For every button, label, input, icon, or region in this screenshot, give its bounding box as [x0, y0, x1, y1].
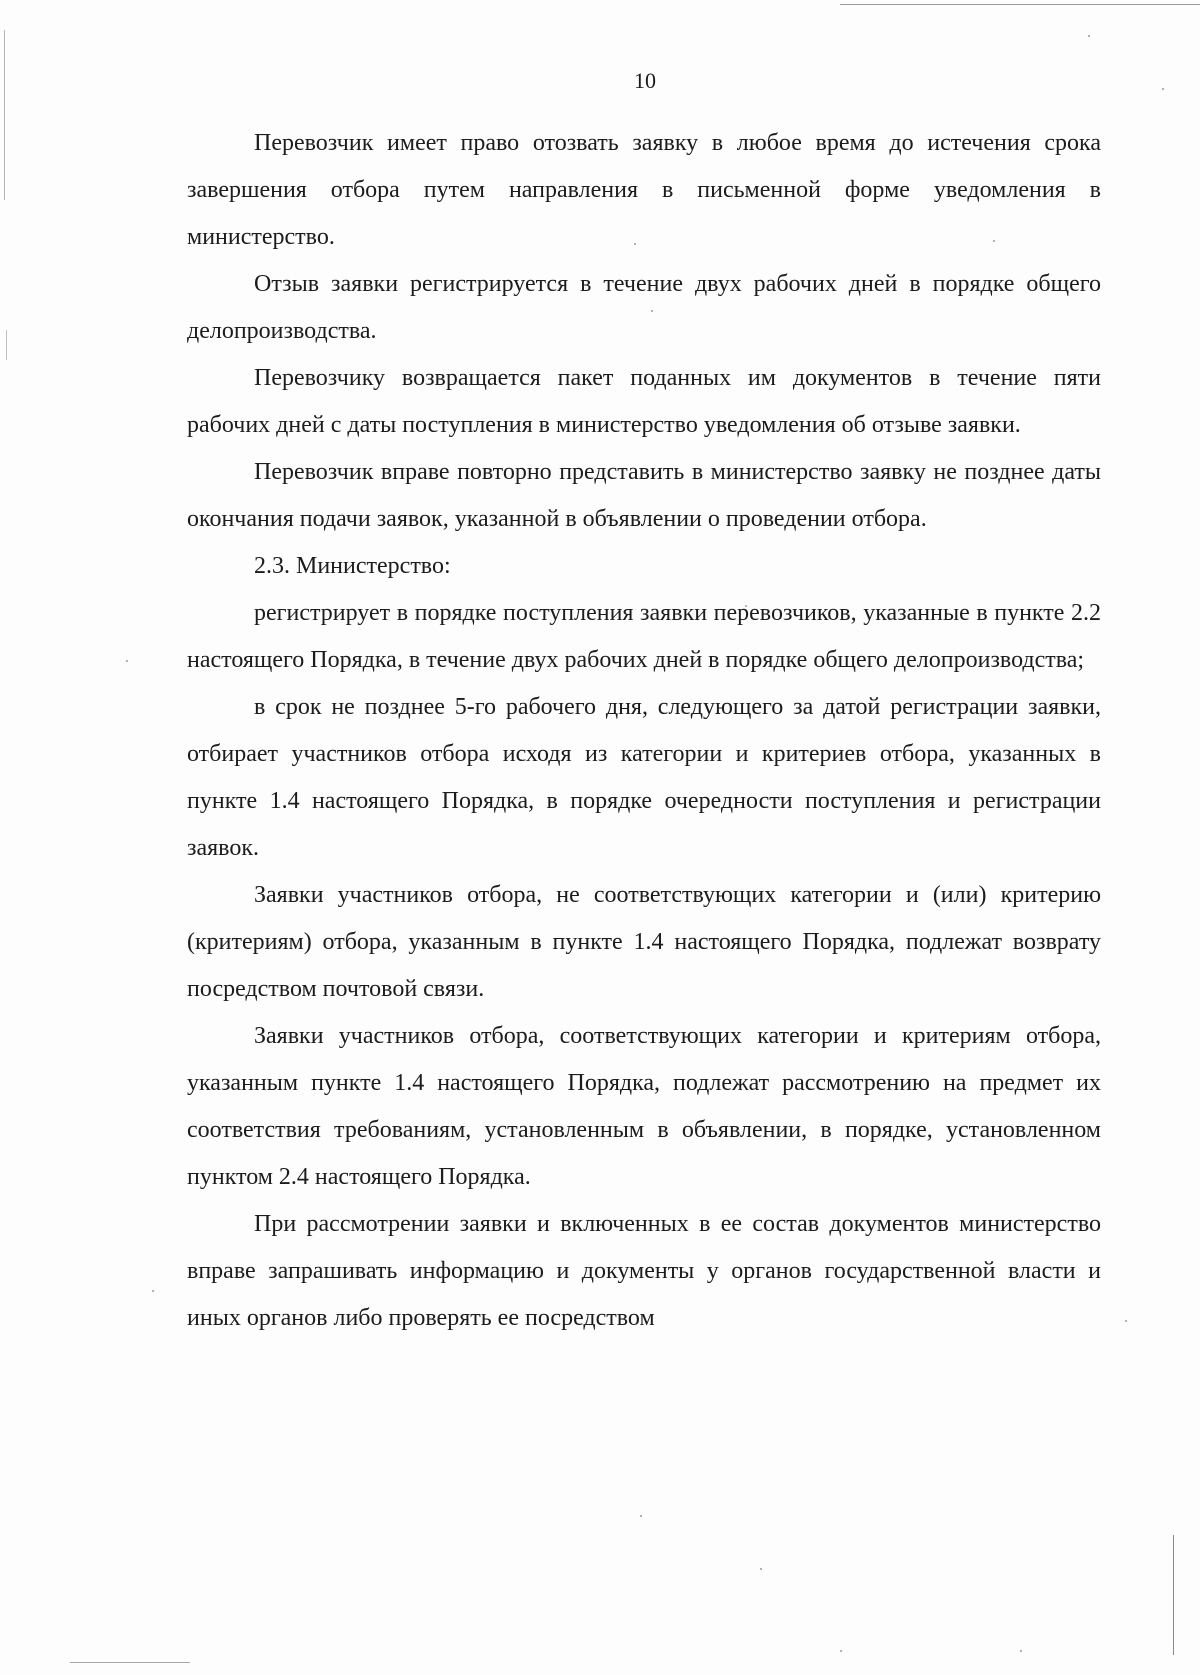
scan-edge-left — [4, 30, 5, 200]
paragraph: в срок не позднее 5-го рабочего дня, следующего за датой регистрации заявки, отбирает участников отбора исходя из категории и критериев отбора, указанных в пункте 1.4 настоящего Порядка, в порядке очередности поступления и регистрации заявок. — [187, 694, 1101, 861]
paragraph: При рассмотрении заявки и включенных в ее состав документов министерство вправе запрашивать информацию и документы у органов государственной власти и иных органов либо проверять ее посредством — [187, 1211, 1101, 1331]
page-number: 10 — [634, 68, 656, 93]
scan-edge-left-mark — [6, 330, 7, 360]
scan-edge-bottom — [70, 1662, 190, 1663]
scan-speck — [1020, 1650, 1022, 1652]
scan-speck — [126, 660, 128, 662]
paragraph: Перевозчик вправе повторно представить в министерство заявку не позднее даты окончания подачи заявок, указанной в объявлении о проведении отбора. — [187, 459, 1101, 532]
paragraph: регистрирует в порядке поступления заявки перевозчиков, указанные в пункте 2.2 настоящего Порядка, в течение двух рабочих дней в порядке общего делопроизводства; — [187, 600, 1101, 673]
scan-speck — [1088, 35, 1090, 37]
paragraph: Заявки участников отбора, соответствующих категории и критериям отбора, указанным пункте 1.4 настоящего Порядка, подлежат рассмотрению на предмет их соответствия требованиям, установленным в объявлении, в порядке, установленном пунктом 2.4 настоящего Порядка. — [187, 1023, 1101, 1190]
scan-speck — [760, 1568, 762, 1570]
paragraph: Заявки участников отбора, не соответствующих категории и (или) критерию (критериям) отбора, указанным в пункте 1.4 настоящего Порядка, подлежат возврату посредством почтовой связи. — [187, 882, 1101, 1002]
paragraph: Перевозчик имеет право отозвать заявку в любое время до истечения срока завершения отбора путем направления в письменной форме уведомления в министерство. — [187, 130, 1101, 250]
scan-speck — [840, 1650, 842, 1652]
scan-edge-top — [840, 4, 1200, 5]
document-body — [187, 120, 1101, 1342]
section-heading: 2.3. Министерство: — [254, 553, 451, 579]
scan-speck — [640, 1515, 642, 1517]
scan-speck — [152, 1290, 154, 1292]
paragraph: Перевозчику возвращается пакет поданных им документов в течение пяти рабочих дней с даты поступления в министерство уведомления об отзыве заявки. — [187, 365, 1101, 438]
scan-edge-right — [1173, 1535, 1174, 1655]
paragraph: Отзыв заявки регистрируется в течение двух рабочих дней в порядке общего делопроизводства. — [187, 271, 1101, 344]
scan-speck — [1125, 1320, 1127, 1322]
